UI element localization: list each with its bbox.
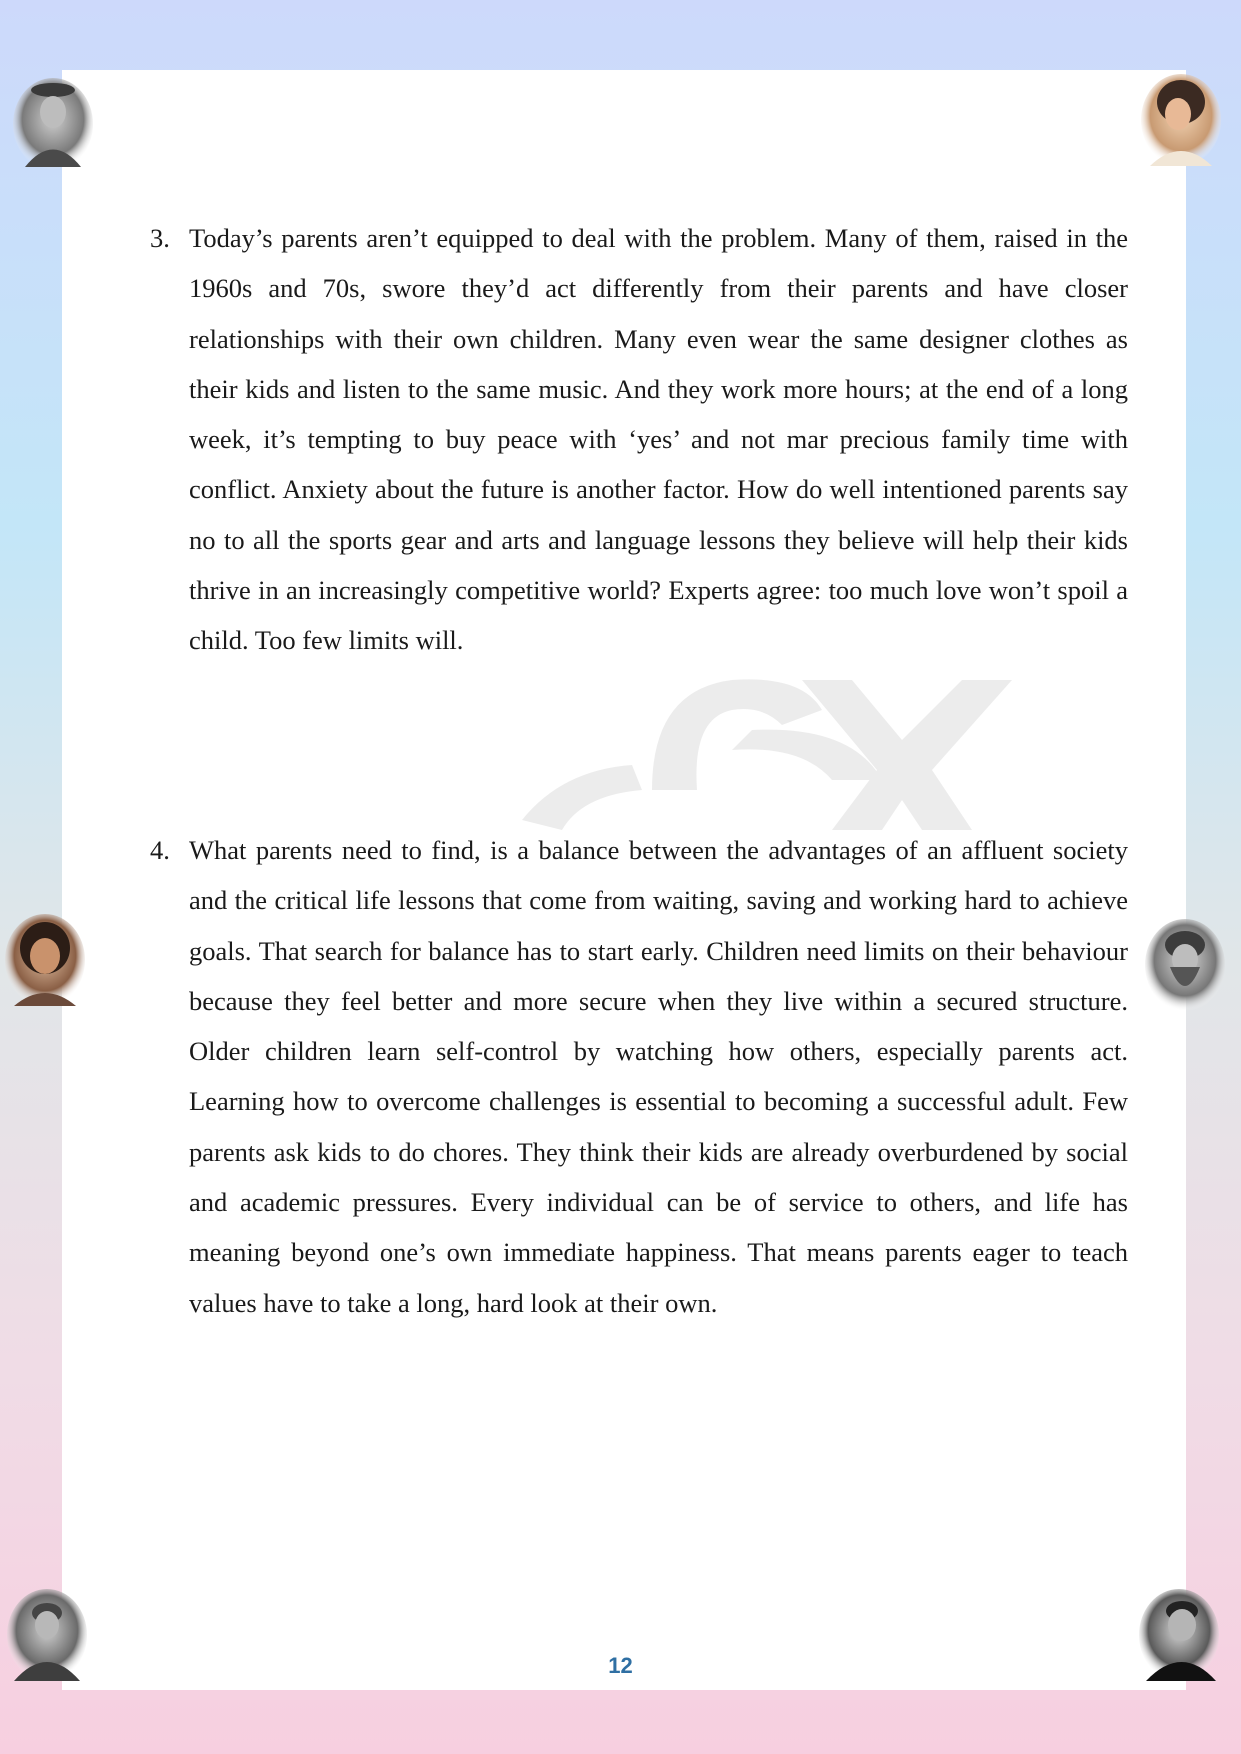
paragraph-text: What parents need to find, is a balance between the advantages of an affluent society and the critical life lessons that come from waiting, saving and working hard to achieve goals. That search for balance has to start early. Children need limits on their behaviour because they feel better and more secure when they live within a secured structure. Older children learn self-control by watching how others, especially parents act. Learning how to overcome challenges is essential to becoming a successful adult. Few parents ask kids to do chores. They think their kids are already overburdened by social and academic pressures. Every individual can be of service to others, and life has meaning beyond one’s own immediate happiness. That means parents eager to teach values have to take a long, hard look at their own. — [189, 835, 1128, 1318]
paragraph-text: Today’s parents aren’t equipped to deal with the problem. Many of them, raised in the 1960s and 70s, swore they’d act differently from their parents and have closer relationships with their own children. Many even wear the same designer clothes as their kids and listen to the same music. And they work more hours; at the end of a long week, it’s tempting to buy peace with ‘yes’ and not mar precious family time with conflict. Anxiety about the future is another factor. How do well intentioned parents say no to all the sports gear and arts and language lessons they believe will help their kids thrive in an increasingly competitive world? Experts agree: too much love won’t spoil a child. Too few limits will. — [189, 223, 1128, 656]
paragraph-3 — [150, 213, 1150, 666]
paragraph-4 — [150, 825, 1150, 1328]
portrait-icon — [1138, 70, 1224, 170]
document-page — [62, 70, 1186, 1690]
portrait-icon — [4, 1585, 90, 1685]
portrait-icon — [2, 910, 88, 1010]
page-number: 12 — [608, 1653, 633, 1678]
portrait-icon — [1142, 915, 1228, 1015]
paragraph-number: 3. — [150, 223, 170, 253]
paragraph-number: 4. — [150, 835, 170, 865]
portrait-icon — [10, 72, 96, 172]
logo-watermark-icon — [502, 650, 1022, 830]
portrait-icon — [1136, 1585, 1222, 1685]
